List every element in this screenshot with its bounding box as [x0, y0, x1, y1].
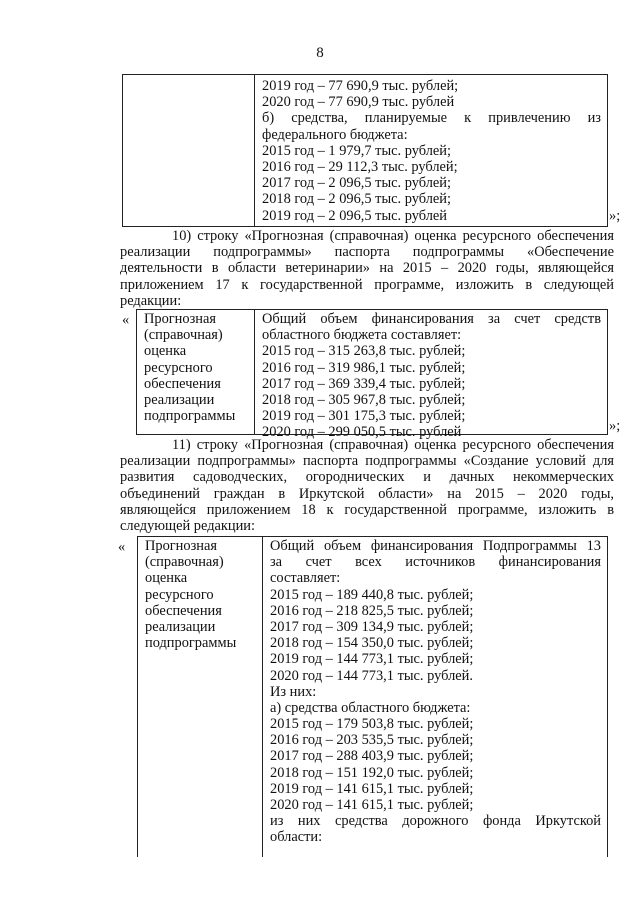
text-line: реализации подпрограммы» паспорта подпрограммы «Создание условий для: [120, 453, 614, 470]
text-line: обеспечения: [145, 602, 222, 619]
text-line: 2019 год – 144 773,1 тыс. рублей;: [270, 651, 474, 668]
text-line: за счет всех источников финансирования: [270, 554, 601, 571]
text-line: б) средства, планируемые к привлечению из: [262, 110, 601, 127]
text-line: объединений граждан в Иркутской области» на 2015 – 2020 годы,: [120, 485, 614, 502]
paragraph-11: [120, 437, 614, 534]
text-line: 2016 год – 203 535,5 тыс. рублей;: [270, 732, 474, 749]
text-line: подпрограммы: [144, 408, 236, 425]
closing-quote: »;: [609, 418, 621, 434]
table-row-1: [122, 74, 608, 227]
page-number: 8: [316, 45, 324, 61]
text-line: обеспечения: [144, 375, 221, 392]
text-line: оценка: [145, 570, 188, 587]
left-cell: [138, 537, 263, 857]
text-line: 2020 год – 299 050,5 тыс. рублей: [262, 424, 462, 441]
text-line: 2017 год – 309 134,9 тыс. рублей;: [270, 618, 474, 635]
text-line: реализации: [144, 391, 215, 408]
text-line: области:: [270, 829, 323, 846]
text-line: Прогнозная: [144, 311, 216, 327]
text-line: 2017 год – 369 339,4 тыс. рублей;: [262, 375, 466, 392]
text-line: 2016 год – 319 986,1 тыс. рублей;: [262, 359, 466, 376]
text-line: 2018 год – 305 967,8 тыс. рублей;: [262, 391, 466, 408]
text-line: (справочная): [144, 327, 223, 344]
text-line: (справочная): [145, 554, 224, 571]
right-cell: [263, 537, 607, 857]
right-cell: [255, 310, 607, 441]
text-line: областного бюджета составляет:: [262, 327, 462, 344]
text-line: 10) строку «Прогнозная (справочная) оценка ресурсного обеспечения: [172, 228, 614, 244]
table-row-3: [137, 536, 608, 857]
text-line: 2016 год – 218 825,5 тыс. рублей;: [270, 602, 474, 619]
text-line: 2018 год – 151 192,0 тыс. рублей;: [270, 764, 474, 781]
text-line: 2015 год – 1 979,7 тыс. рублей;: [262, 142, 451, 159]
paragraph-10: [120, 228, 614, 309]
text-line: приложением 17 к государственной программе, изложить в следующей: [120, 276, 614, 293]
text-line: 2019 год – 141 615,1 тыс. рублей;: [270, 780, 474, 797]
text-line: Прогнозная: [145, 538, 217, 554]
text-line: являющейся приложением 18 к государственной программе, изложить в: [120, 501, 614, 518]
opening-quote: «: [118, 539, 126, 555]
text-line: Из них:: [270, 683, 317, 700]
text-line: 2017 год – 288 403,9 тыс. рублей;: [270, 748, 474, 765]
left-cell: [137, 310, 255, 434]
text-line: 2017 год – 2 096,5 тыс. рублей;: [262, 175, 451, 192]
text-line: 2019 год – 301 175,3 тыс. рублей;: [262, 408, 466, 425]
text-line: 2019 год – 2 096,5 тыс. рублей: [262, 207, 447, 224]
text-line: 2015 год – 189 440,8 тыс. рублей;: [270, 586, 474, 603]
text-line: 11) строку «Прогнозная (справочная) оценка ресурсного обеспечения: [172, 437, 614, 453]
text-line: 2020 год – 77 690,9 тыс. рублей: [262, 94, 455, 111]
text-line: 2018 год – 2 096,5 тыс. рублей;: [262, 191, 451, 208]
text-line: реализации: [145, 618, 216, 635]
opening-quote: «: [122, 312, 130, 328]
text-line: 2015 год – 179 503,8 тыс. рублей;: [270, 716, 474, 733]
left-cell-empty: [123, 75, 255, 226]
text-line: подпрограммы: [145, 635, 237, 652]
text-line: развития садоводческих, огороднических и дачных некоммерческих: [120, 469, 614, 486]
text-line: редакции:: [120, 292, 182, 309]
text-line: 2020 год – 141 615,1 тыс. рублей;: [270, 797, 474, 813]
text-line: составляет:: [270, 570, 341, 587]
text-line: 2018 год – 154 350,0 тыс. рублей;: [270, 635, 474, 652]
text-line: ресурсного: [144, 359, 213, 376]
text-line: 2015 год – 315 263,8 тыс. рублей;: [262, 343, 466, 360]
text-line: федерального бюджета:: [262, 126, 408, 143]
text-line: 2019 год – 77 690,9 тыс. рублей;: [262, 78, 459, 94]
text-line: оценка: [144, 343, 187, 360]
text-line: 2020 год – 144 773,1 тыс. рублей.: [270, 667, 473, 684]
text-line: деятельности в области ветеринарии» на 2015 – 2020 годы, являющейся: [120, 260, 614, 277]
closing-quote: »;: [609, 208, 621, 224]
right-cell: [255, 75, 607, 226]
text-line: следующей редакции:: [120, 517, 255, 534]
text-line: Общий объем финансирования Подпрограммы 13: [270, 538, 601, 554]
text-line: из них средства дорожного фонда Иркутской: [270, 813, 601, 830]
text-line: ресурсного: [145, 586, 214, 603]
text-line: а) средства областного бюджета:: [270, 699, 471, 716]
text-line: Общий объем финансирования за счет средств: [262, 311, 601, 327]
text-line: 2016 год – 29 112,3 тыс. рублей;: [262, 158, 458, 175]
table-row-2: [136, 309, 608, 441]
text-line: реализации подпрограммы» паспорта подпрограммы «Обеспечение: [120, 244, 614, 261]
